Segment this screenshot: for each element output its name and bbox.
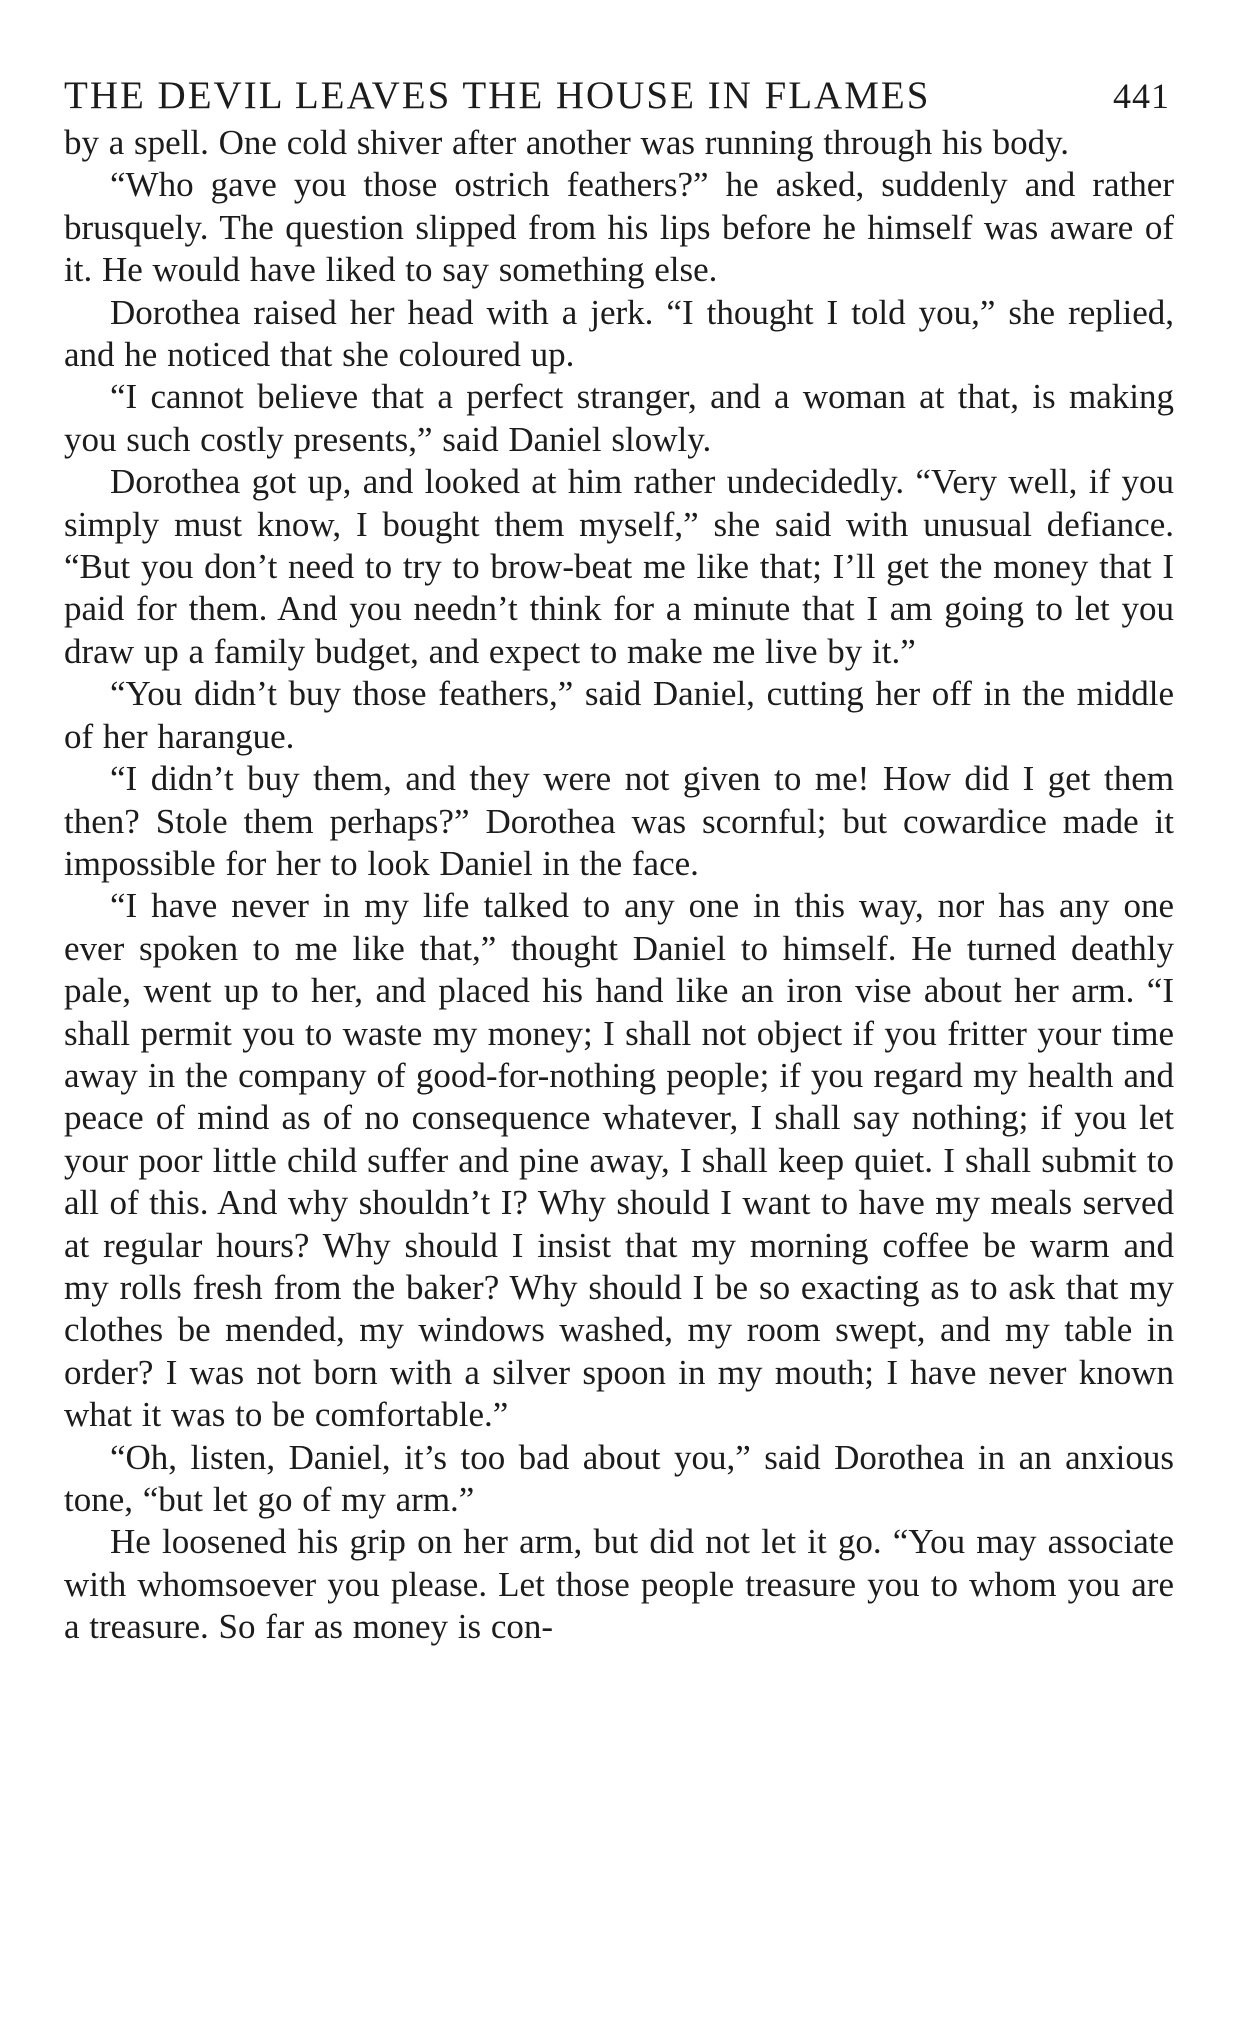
paragraph: by a spell. One cold shiver after another was running through his body.	[64, 123, 1070, 162]
paragraph: He loosened his grip on her arm, but did not let it go. “You may associate with whomsoever you please. Let those people treasure you to whom you are a treasure. So far as money is con-	[64, 1522, 1174, 1647]
paragraph: “I didn’t buy them, and they were not given to me! How did I get them then? Stole them perhaps?” Dorothea was scornful; but cowardice made it impossible for her to look Daniel in the face.	[64, 759, 1174, 883]
page-number: 441	[1113, 76, 1170, 116]
paragraph: “You didn’t buy those feathers,” said Daniel, cutting her off in the middle of her harangue.	[64, 674, 1174, 756]
book-page	[64, 70, 1174, 1649]
paragraph: “Oh, listen, Daniel, it’s too bad about you,” said Dorothea in an anxious tone, “but let go of my arm.”	[64, 1437, 1174, 1519]
body-text	[64, 122, 1174, 1649]
paragraph: Dorothea got up, and looked at him rather undecidedly. “Very well, if you simply must know, I bought them myself,” she said with unusual defiance. “But you don’t need to try to brow-beat me like that; I’ll get the money that I paid for them. And you needn’t think for a minute that I am going to let you draw up a family budget, and expect to make me live by it.”	[64, 462, 1174, 671]
running-title: THE DEVIL LEAVES THE HOUSE IN FLAMES	[64, 74, 931, 117]
running-header	[64, 70, 1174, 122]
paragraph: “Who gave you those ostrich feathers?” he asked, suddenly and rather brusquely. The question slipped from his lips before he himself was aware of it. He would have liked to say something else.	[64, 165, 1174, 290]
paragraph: “I have never in my life talked to any one in this way, nor has any one ever spoken to me like that,” thought Daniel to himself. He turned deathly pale, went up to her, and placed his hand like an iron vise about her arm. “I shall permit you to waste my money; I shall not object if you fritter your time away in the company of good-for-nothing people; if you regard my health and peace of mind as of no consequence whatever, I shall say nothing; if you let your poor little child suffer and pine away, I shall keep quiet. I shall submit to all of this. And why shouldn’t I? Why should I want to have my meals served at regular hours? Why should I insist that my morning coffee be warm and my rolls fresh from the baker? Why should I be so exacting as to ask that my clothes be mended, my windows washed, my room swept, and my table in order? I was not born with a silver spoon in my mouth; I have never known what it was to be comfortable.”	[64, 886, 1174, 1435]
paragraph: “I cannot believe that a perfect stranger, and a woman at that, is making you such costly presents,” said Daniel slowly.	[64, 377, 1174, 459]
paragraph: Dorothea raised her head with a jerk. “I thought I told you,” she replied, and he noticed that she coloured up.	[64, 292, 1174, 375]
